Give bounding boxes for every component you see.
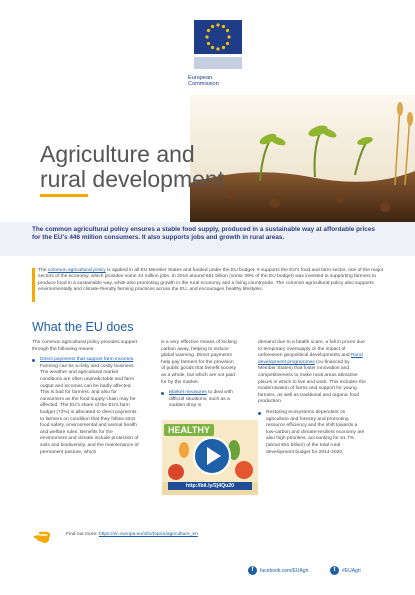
facebook-link[interactable] (248, 566, 308, 575)
video-label: HEALTHY (164, 424, 214, 436)
bullet-market-measures (161, 390, 237, 410)
eu-flag-logo (188, 12, 248, 72)
col1-intro: The common agricultural policy provides support through the following means. (32, 340, 138, 352)
play-icon (207, 447, 221, 465)
org-line-1: European (188, 75, 213, 81)
find-more-line (66, 532, 198, 537)
commission-wordmark (188, 75, 219, 88)
bullet-ecosystems: Restoring ecosystems dependent on agriculture and forestry and promoting resource efficiency and the shift towards a low-carbon and climate-resilient economy are also high priorities, accounting for 51.7% (about €51 billion) of the total rural development budget for 2014-2020. (258, 410, 366, 456)
facebook-label: facebook.com/EUAgri (260, 567, 309, 574)
column-2 (161, 340, 237, 413)
title-accent-bar (40, 194, 88, 197)
lead-text-before: The (38, 268, 48, 273)
col3-text-1: demand due to a health scare, a fall in prices due to temporary oversupply or the impact of unforeseen geopolitical developments and (258, 340, 365, 359)
rural-development-link[interactable]: Rural development programmes (258, 353, 363, 365)
bullet2-text: to deal with difficult situations, such as a sudden drop in (169, 390, 233, 409)
intro-summary: The common agricultural policy ensures a stable food supply, produced in a sustainable way at affordable prices for the EU's 446 million consumers. It also supports jobs and growth in rural areas. (32, 226, 375, 241)
column-3 (258, 340, 366, 459)
lead-paragraph (38, 268, 390, 294)
col3-text-2: (co-financed by Member States) that foster innovation and competitiveness to make rural areas attractive places in which to live and work. This includes the modernisation of farms and support for young farmers, as well as traditional and organic food production. (258, 359, 366, 405)
pointing-hand-icon (34, 528, 54, 546)
title-line-1: Agriculture and (40, 141, 195, 167)
header-banner (0, 0, 415, 222)
twitter-link[interactable] (330, 566, 361, 575)
page-title (40, 142, 224, 191)
col3-paragraph (258, 340, 366, 406)
find-more-link[interactable]: https://ec.europa.eu/info/topics/agriculture_en (98, 532, 198, 537)
title-line-2: rural development (40, 165, 225, 192)
market-measures-link[interactable]: Market measures (169, 390, 207, 396)
twitter-icon: t (330, 566, 339, 575)
cap-link[interactable]: common agricultural policy (47, 268, 106, 273)
lead-accent-bar (32, 268, 35, 302)
bullet-direct-payments (32, 357, 140, 456)
facebook-icon: f (248, 566, 257, 575)
section-title: What the EU does (32, 320, 134, 334)
column-1 (32, 340, 140, 459)
find-more-prefix: Find out more: (66, 532, 99, 537)
direct-payments-link[interactable]: Direct payments that support farm incomes (40, 357, 134, 363)
twitter-label: #EUAgri (342, 567, 361, 574)
video-short-link[interactable]: http://bit.ly/2j4Qu20 (168, 482, 252, 490)
col2-text: is a very effective means of locking carbon away, helping to reduce global warming. Direct payments help pay farmers for the provision of public goods that benefit society as a whole, but which are not paid for by the market. (161, 340, 237, 385)
bullet1-text: . Farming can be a risky and costly business. The weather and agricultural market conditions are often unpredictable and farm output and incomes can be badly affected. This is bad for farmers, and also for consumers as the food supply chain may be affected. The EU's share of the EU's farm budget (72%) is allocated to direct payments to farmers on condition that they follow strict food safety, environmental and animal health and welfare rules. Benefits for the environment and climate include protection of soils and biodiversity, and the maintenance of permanent pasture, which (40, 357, 139, 455)
lead-text-after: is applied in all EU Member States and funded under the EU budget. It supports the EU's food and farm sector, one of the major sectors of the economy, which provides some 44 million jobs. In 2016 around €61 billion (some 39% of the EU budget) was invested in supporting farmers to produce food in a sustainable way, while also promoting growth in the rural economy and a living countryside. The common agricultural policy also supports environmentally and climate-friendly farming practices across the EU, and encourages healthy lifestyles. (38, 268, 384, 293)
org-line-2: Commission (188, 81, 219, 88)
